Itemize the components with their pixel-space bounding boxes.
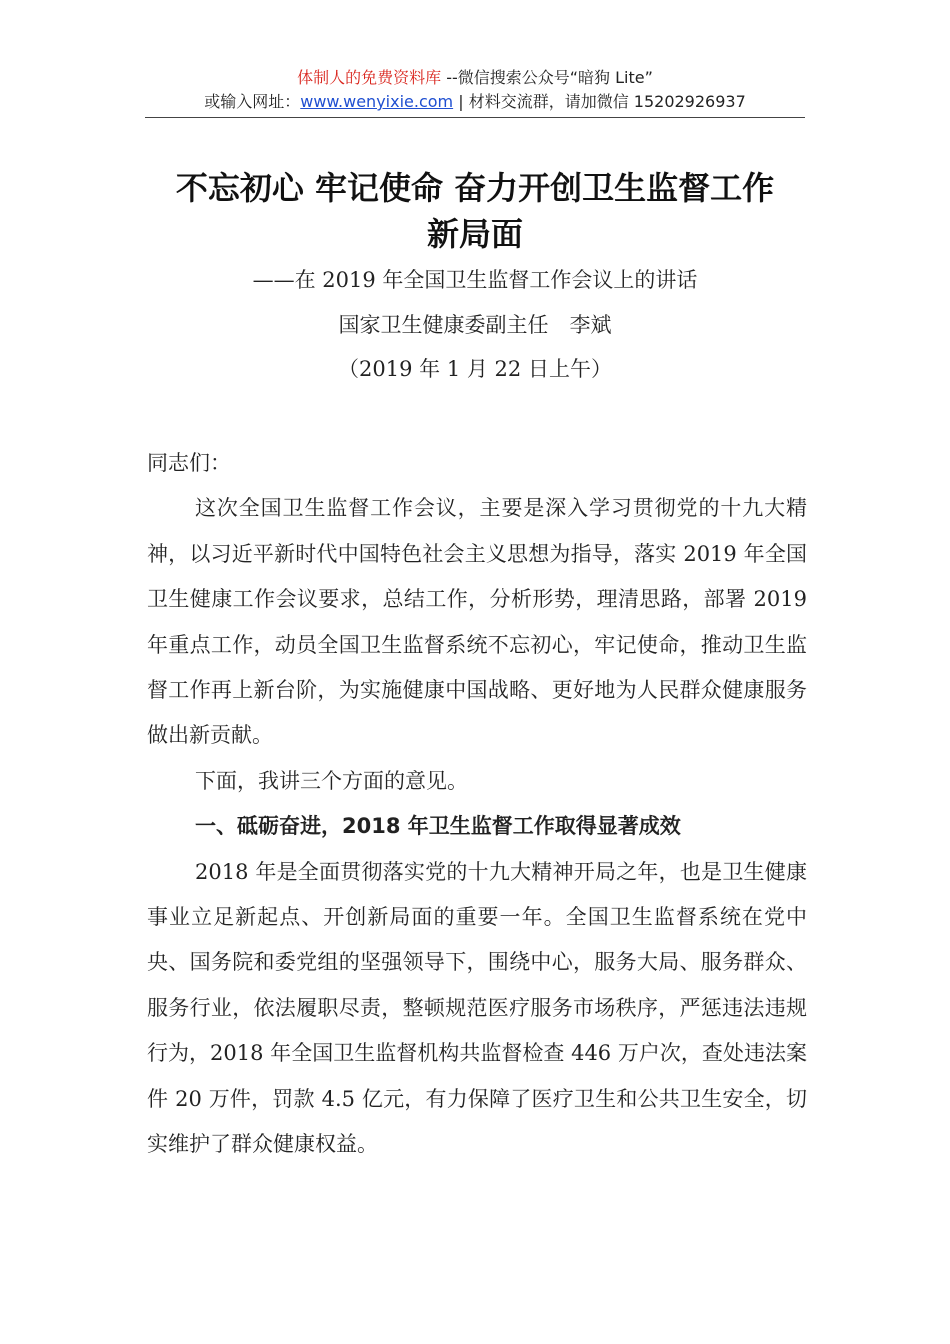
header-wechat-note: --微信搜索公众号“暗狗 Lite” — [441, 68, 653, 87]
website-link[interactable]: www.wenyixie.com — [300, 92, 454, 111]
speech-date: （2019 年 1 月 22 日上午） — [338, 357, 612, 381]
header-line-2 — [145, 90, 805, 114]
header-contact-note: | 材料交流群，请加微信 15202926937 — [453, 92, 746, 111]
document-title-line-2: 新局面 — [426, 215, 523, 253]
section-heading-1: 一、砥砺奋进，2018 年卫生监督工作取得显著成效 — [195, 814, 681, 839]
header-url-prefix: 或输入网址： — [204, 92, 301, 111]
speaker-line: 国家卫生健康委副主任 李斌 — [338, 313, 612, 337]
paragraph-outline: 下面，我讲三个方面的意见。 — [195, 768, 468, 793]
page-header — [145, 66, 805, 114]
paragraph-achievements: 2018 年是全面贯彻落实党的十九大精神开局之年，也是卫生健康事业立足新起点、开创新局面的重要一年。全国卫生监督系统在党中央、国务院和委党组的坚强领导下，围绕中心，服务大局、服务群众、服务行业，依法履职尽责，整顿规范医疗服务市场秩序，严惩违法违规行为，2018 年全国卫生监督机构共监督检查 446 万户次，查处违法案件 20 万件，罚款 4.5 亿元，有力保障了医疗卫生和公共卫生安全，切实维护了群众健康权益。 — [147, 859, 807, 1157]
paragraph-intro: 这次全国卫生监督工作会议，主要是深入学习贯彻党的十九大精神，以习近平新时代中国特色社会主义思想为指导，落实 2019 年全国卫生健康工作会议要求，总结工作，分析形势，理清思路，部署 2019 年重点工作，动员全国卫生监督系统不忘初心，牢记使命，推动卫生监督工作再上新台阶，为实施健康中国战略、更好地为人民群众健康服务做出新贡献。 — [147, 496, 807, 748]
speech-body — [147, 441, 807, 1168]
header-line-1 — [145, 66, 805, 90]
document-subtitle: ——在 2019 年全国卫生监督工作会议上的讲话 — [252, 268, 698, 292]
header-divider — [145, 117, 805, 118]
salutation: 同志们： — [147, 451, 231, 475]
brand-name: 体制人的免费资料库 — [297, 68, 442, 87]
document-title-line-1: 不忘初心 牢记使命 奋力开创卫生监督工作 — [175, 169, 775, 207]
